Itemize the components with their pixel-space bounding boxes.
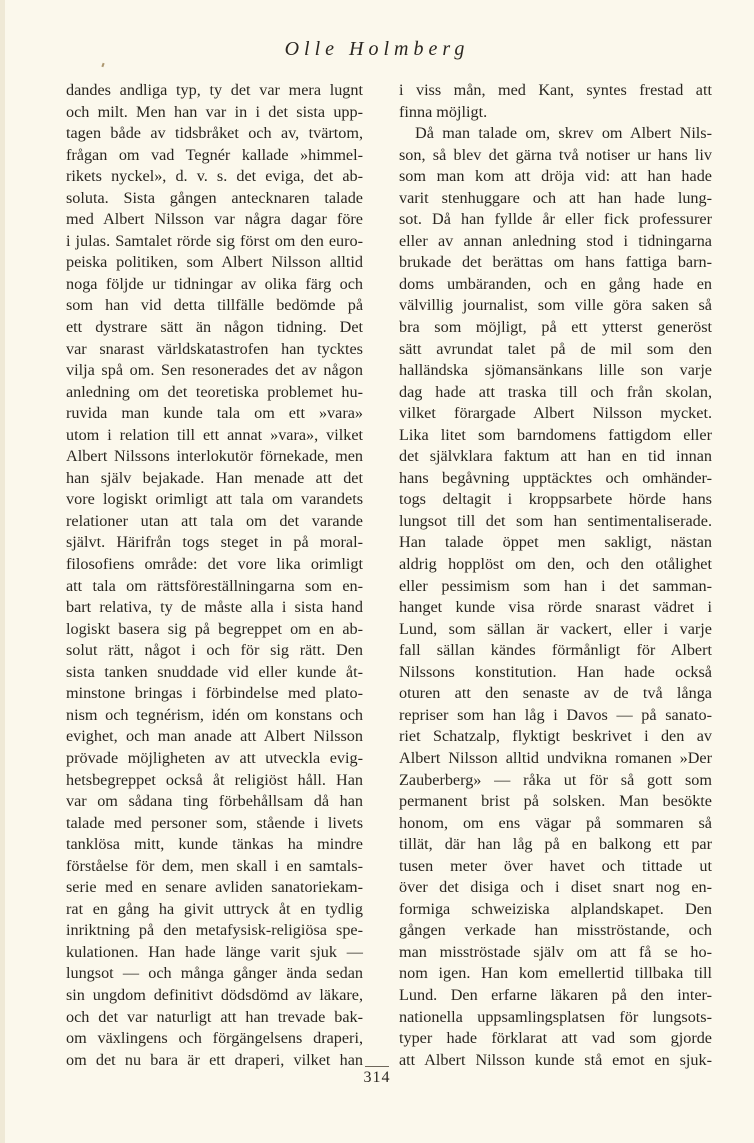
text-column-right [399, 80, 712, 1071]
text-line: nom igen. Han kom emellertid tillbaka till [399, 964, 712, 983]
text-line: över det disiga och i diset snart nog en- [399, 878, 712, 897]
text-line: utom i relation till ett annat »vara», vilket [66, 425, 363, 444]
text-line: nationella uppsamlingsplatsen för lungsots- [399, 1007, 712, 1026]
text-line: gången verkade han misströstande, och [399, 921, 712, 940]
text-line: sot. Då han fyllde år eller fick professurer [399, 210, 712, 229]
text-line: att Albert Nilsson kunde stå emot en sjuk- [399, 1050, 712, 1069]
text-line: Han talade öppet men sakligt, nästan [399, 533, 712, 552]
page-footer [0, 1066, 754, 1087]
page-edge-shadow [0, 0, 5, 1143]
text-line: vilket förargade Albert Nilsson mycket. [399, 404, 712, 423]
text-line: eller pessimism som han i det samman- [399, 576, 712, 595]
text-line: tagen både av tidsbråket och av, tvärtom, [66, 124, 363, 143]
text-line: serie med en senare avliden sanatoriekam- [66, 878, 363, 897]
text-line: peiska politiken, som Albert Nilsson alltid [66, 253, 363, 272]
text-line: vore logiskt orimligt att tala om varandets [66, 490, 363, 509]
text-line: filosofiens område: det vore lika orimligt [66, 555, 363, 574]
text-line: Lund, som sällan är vackert, eller i varje [399, 619, 712, 638]
text-line: aldrig hopplöst om den, och den otålighet [399, 555, 712, 574]
text-line: inriktning på den metafysisk-religiösa spe- [66, 921, 363, 940]
text-line: Då man talade om, skrev om Albert Nils- [415, 124, 712, 143]
text-line: sin ungdom definitivt dödsdömd av läkare, [66, 985, 363, 1004]
text-line: rikets nyckel», d. v. s. det eviga, det ab- [66, 167, 363, 186]
text-line: prövade möjligheten av att utveckla evig- [66, 748, 363, 767]
text-column-left [66, 80, 363, 1071]
text-line: brukade det berättas om hans fattiga barn- [399, 253, 712, 272]
text-line: soluta. Sista gången antecknaren talade [66, 188, 363, 207]
text-line: eller av annan anledning stod i tidningarna [399, 231, 712, 250]
text-line: Nilssons konstitution. Han hade också [399, 662, 712, 681]
text-line: relationer utan att tala om det varande [66, 511, 363, 530]
text-line: varit stenhuggare och att han hade lung- [399, 188, 712, 207]
text-line: permanent brist på solsken. Man besökte [399, 792, 712, 811]
text-line: riet Schatzalp, flyktigt beskrivet i den av [399, 727, 712, 746]
text-line: som man kom att dröja vid: att han hade [399, 167, 712, 186]
text-line: i julas. Samtalet rörde sig först om den euro- [66, 231, 363, 250]
text-line: Lika litet som barndomens fattigdom eller [399, 425, 712, 444]
text-line: det självklara faktum att han en tid innan [399, 447, 712, 466]
text-line: man misströstade själv om att få se ho- [399, 942, 712, 961]
text-line: frågan om vad Tegnér kallade »himmel- [66, 145, 363, 164]
text-line: ruvida man kunde tala om ett »vara» [66, 404, 363, 423]
text-line: välvillig journalist, som ville göra saken så [399, 296, 712, 315]
text-line: att tala om rättsföreställningarna som en- [66, 576, 363, 595]
text-line: lungsot — och många gånger ända sedan [66, 964, 363, 983]
text-line: självt. Härifrån togs steget in på moral- [66, 533, 363, 552]
text-line: talade med personer som, stående i livets [66, 813, 363, 832]
text-line: fall sällan kändes förmånligt för Albert [399, 641, 712, 660]
text-line: honom, om ens vägar på sommaren så [399, 813, 712, 832]
text-line: togs deltagit i kroppsarbete hörde hans [399, 490, 712, 509]
text-line: dandes andliga typ, ty det var mera lugnt [66, 81, 363, 99]
text-line: dag hade att traska till och från skolan, [399, 382, 712, 401]
text-line: sista tanken snuddade vid eller kunde åt- [66, 662, 363, 681]
text-line: typer hade förklarat att vad som gjorde [399, 1029, 712, 1048]
text-line: rat en gång ha givit uttryck åt en tydlig [66, 899, 363, 918]
text-line: och det var naturligt att han trevade bak- [66, 1007, 363, 1026]
text-line: doms umbäranden, och en gång hade en [399, 274, 712, 293]
page-number: 314 [363, 1069, 391, 1086]
text-line: Albert Nilssons interlokutör förnekade, men [66, 447, 363, 466]
text-line: nism och tegnérism, idén om konstans och [66, 705, 363, 724]
text-line: noga följde ur tidningar av olika färg och [66, 274, 363, 293]
text-line: hetsbegreppet också åt religiöst håll. Han [66, 770, 363, 789]
text-line: hanget kunde visa rörde snarast vädret i [399, 598, 712, 617]
text-line: minstone bringas i förbindelse med plato- [66, 684, 363, 703]
text-line: var snarast världskatastrofen han tycktes [66, 339, 363, 358]
text-line: om växlingens och förgängelsens draperi, [66, 1029, 363, 1048]
text-line: finna möjligt. [399, 102, 488, 121]
text-line: och milt. Men han var in i det sista upp- [66, 102, 363, 121]
text-line: Lund. Den erfarne läkaren på den inter- [399, 985, 712, 1004]
text-line: evighet, och man anade att Albert Nilsson [66, 727, 363, 746]
text-line: bart relativa, ty de måste alla i sista hand [66, 598, 363, 617]
text-line: tillät, där han låg på en balkong ett par [399, 835, 712, 854]
folio-rule-divider [365, 1066, 389, 1067]
text-line: ett dystrare sätt än någon tidning. Det [66, 318, 363, 337]
text-line: oturen att den senaste av de två långa [399, 684, 712, 703]
ink-speck [101, 63, 104, 67]
text-line: som han vid detta tillfälle bedömde på [66, 296, 363, 315]
text-line: med Albert Nilsson var några dagar före [66, 210, 363, 229]
text-line: i viss mån, med Kant, syntes frestad att [399, 81, 712, 99]
text-line: kulationen. Han hade länge varit sjuk — [66, 942, 363, 961]
text-line: halländska sjömansänkans lille son varje [399, 361, 712, 380]
text-line: repriser som han låg i Davos — på sanato- [399, 705, 712, 724]
running-head-author: Olle Holmberg [284, 38, 470, 60]
text-line: Zauberberg» — råka ut för så gott som [399, 770, 712, 789]
text-line: logiskt basera sig på begreppet om en ab- [66, 619, 363, 638]
text-line: hans begåvning upptäcktes och omhänder- [399, 468, 712, 487]
text-line: lungsot till det som han sentimentaliserade. [399, 511, 712, 530]
text-line: formiga schweiziska alplandskapet. Den [399, 899, 712, 918]
text-line: bra som möjligt, på ett ytterst generöst [399, 318, 712, 337]
text-line: förståelse för dem, men skall i en samtals- [66, 856, 363, 875]
text-line: var om sådana ting förbehållsam då han [66, 792, 363, 811]
text-line: vilja spå om. Sen resonerades det av någon [66, 361, 363, 380]
text-line: tusen meter över havet och tittade ut [399, 856, 712, 875]
text-line: sätt avrundat talet på de mil som den [399, 339, 712, 358]
text-line: solut rätt, något i och för sig rätt. Den [66, 641, 363, 660]
text-line: tanklösa mitt, kunde tänkas ha mindre [66, 835, 363, 854]
text-line: om det nu bara är ett draperi, vilket han [66, 1050, 363, 1069]
text-line: Albert Nilsson alltid undvikna romanen »Der [399, 748, 712, 767]
text-line: son, så blev det gärna två notiser ur hans liv [399, 145, 712, 164]
text-line: han själv bejakade. Han menade att det [66, 468, 363, 487]
text-line: anledning om det teoretiska problemet hu- [66, 382, 363, 401]
